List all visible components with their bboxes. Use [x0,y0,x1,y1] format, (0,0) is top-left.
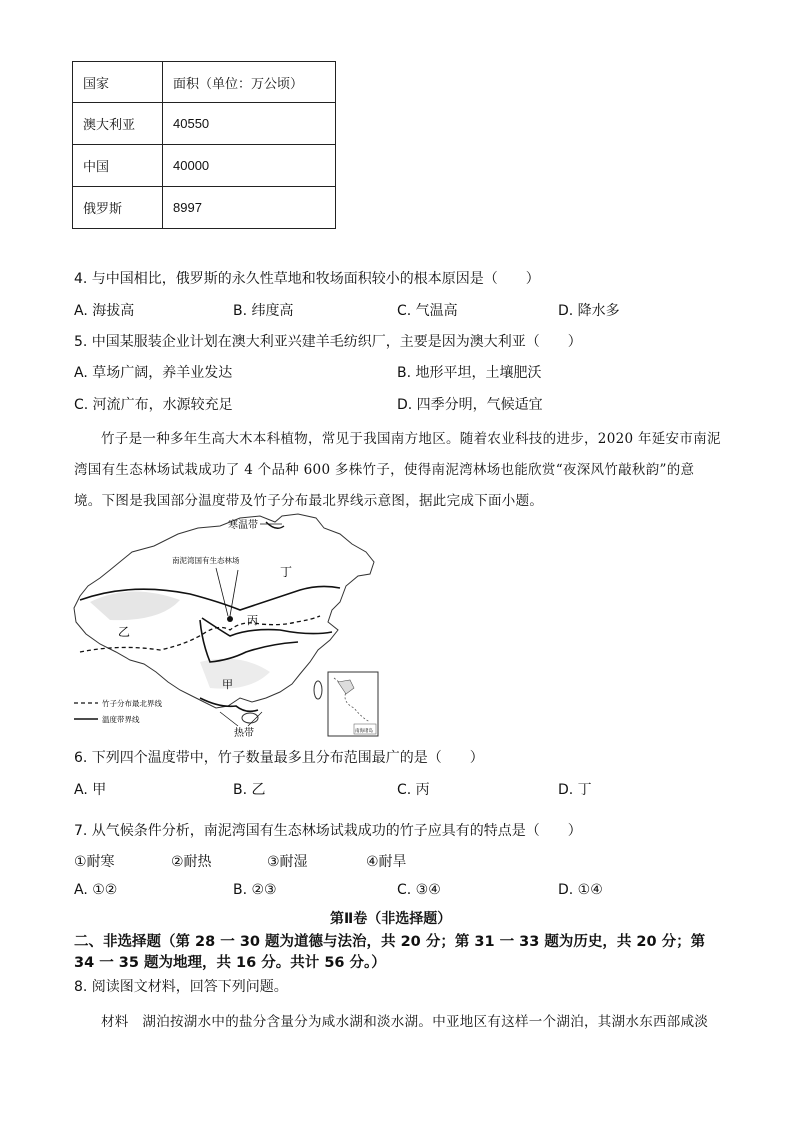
area-table [72,61,336,229]
section-instructions-line-2: 34 一 35 题为地理，共 16 分。共计 56 分。） [74,955,386,971]
label-hanwen: 寒温带 [228,520,258,531]
label-yi: 乙 [118,625,131,639]
table-header-row [73,62,336,103]
question-7-stem: 7. 从气候条件分析，南泥湾国有生态林场试栽成功的竹子应具有的特点是（ ） [74,823,582,839]
table-cell: 40000 [163,145,336,187]
question-6-stem: 6. 下列四个温度带中，竹子数量最多且分布范围最广的是（ ） [74,750,484,766]
section-instructions-line-1: 二、非选择题（第 28 一 30 题为道德与法治，共 20 分；第 31 一 33 题为历史，共 20 分；第 [74,934,706,950]
table-cell: 中国 [73,145,163,187]
q6-option-b[interactable]: B. 乙 [233,782,266,798]
q7-trait-3: ③耐湿 [267,854,308,870]
china-temperature-zone-map [70,512,390,742]
question-4-stem: 4. 与中国相比，俄罗斯的永久性草地和牧场面积较小的根本原因是（ ） [74,271,540,287]
q6-option-d[interactable]: D. 丁 [558,782,592,798]
q7-option-d[interactable]: D. ①④ [558,882,603,898]
passage-line-3: 境。下图是我国部分温度带及竹子分布最北界线示意图，据此完成下面小题。 [74,493,544,509]
q5-option-c[interactable]: C. 河流广布，水源较充足 [74,397,233,413]
q5-option-d[interactable]: D. 四季分明，气候适宜 [397,397,543,413]
q4-option-b[interactable]: B. 纬度高 [233,303,294,319]
q7-option-c[interactable]: C. ③④ [397,882,441,898]
question-8-stem: 8. 阅读图文材料，回答下列问题。 [74,979,288,995]
q5-option-b[interactable]: B. 地形平坦，土壤肥沃 [397,365,542,381]
table-row [73,103,336,145]
passage-line-2: 湾国有生态林场试栽成功了 4 个品种 600 多株竹子，使得南泥湾林场也能欣赏“夜深风竹敲秋韵”的意 [74,462,695,478]
table-row [73,187,336,229]
table-cell: 俄罗斯 [73,187,163,229]
q7-option-a[interactable]: A. ①② [74,882,118,898]
legend-temp-label: 温度带界线 [102,715,140,724]
legend-bamboo-label: 竹子分布最北界线 [102,699,162,708]
table-header-cell: 国家 [73,62,163,103]
q7-trait-4: ④耐旱 [366,854,407,870]
table-header-cell: 面积（单位：万公顷） [163,62,336,103]
table-cell: 8997 [163,187,336,229]
q6-option-c[interactable]: C. 丙 [397,782,430,798]
nanniwan-point [227,616,233,622]
label-linchang: 南泥湾国有生态林场 [172,556,240,565]
q8-material: 材料 湖泊按湖水中的盐分含量分为咸水湖和淡水湖。中亚地区有这样一个湖泊，其湖水东西部咸淡 [101,1014,709,1030]
q4-option-d[interactable]: D. 降水多 [558,303,620,319]
label-jia: 甲 [222,678,233,691]
q7-trait-2: ②耐热 [171,854,212,870]
q7-trait-1: ①耐寒 [74,854,115,870]
table-cell: 40550 [163,103,336,145]
q5-option-a[interactable]: A. 草场广阔，养羊业发达 [74,365,233,381]
q6-option-a[interactable]: A. 甲 [74,782,107,798]
inset-label: 南海诸岛 [355,729,373,734]
label-bing: 丙 [247,614,258,627]
section-title: 第Ⅱ卷（非选择题） [330,911,452,927]
q7-option-b[interactable]: B. ②③ [233,882,277,898]
taiwan-island [314,681,322,699]
question-5-stem: 5. 中国某服装企业计划在澳大利亚兴建羊毛纺织厂，主要是因为澳大利亚（ ） [74,334,582,350]
label-ding: 丁 [280,565,293,579]
q4-option-c[interactable]: C. 气温高 [397,303,458,319]
label-redai: 热带 [234,728,254,739]
table-row [73,145,336,187]
q4-option-a[interactable]: A. 海拔高 [74,303,135,319]
passage-line-1: 竹子是一种多年生高大木本科植物，常见于我国南方地区。随着农业科技的进步，2020 年延安市南泥 [101,431,721,447]
table-cell: 澳大利亚 [73,103,163,145]
